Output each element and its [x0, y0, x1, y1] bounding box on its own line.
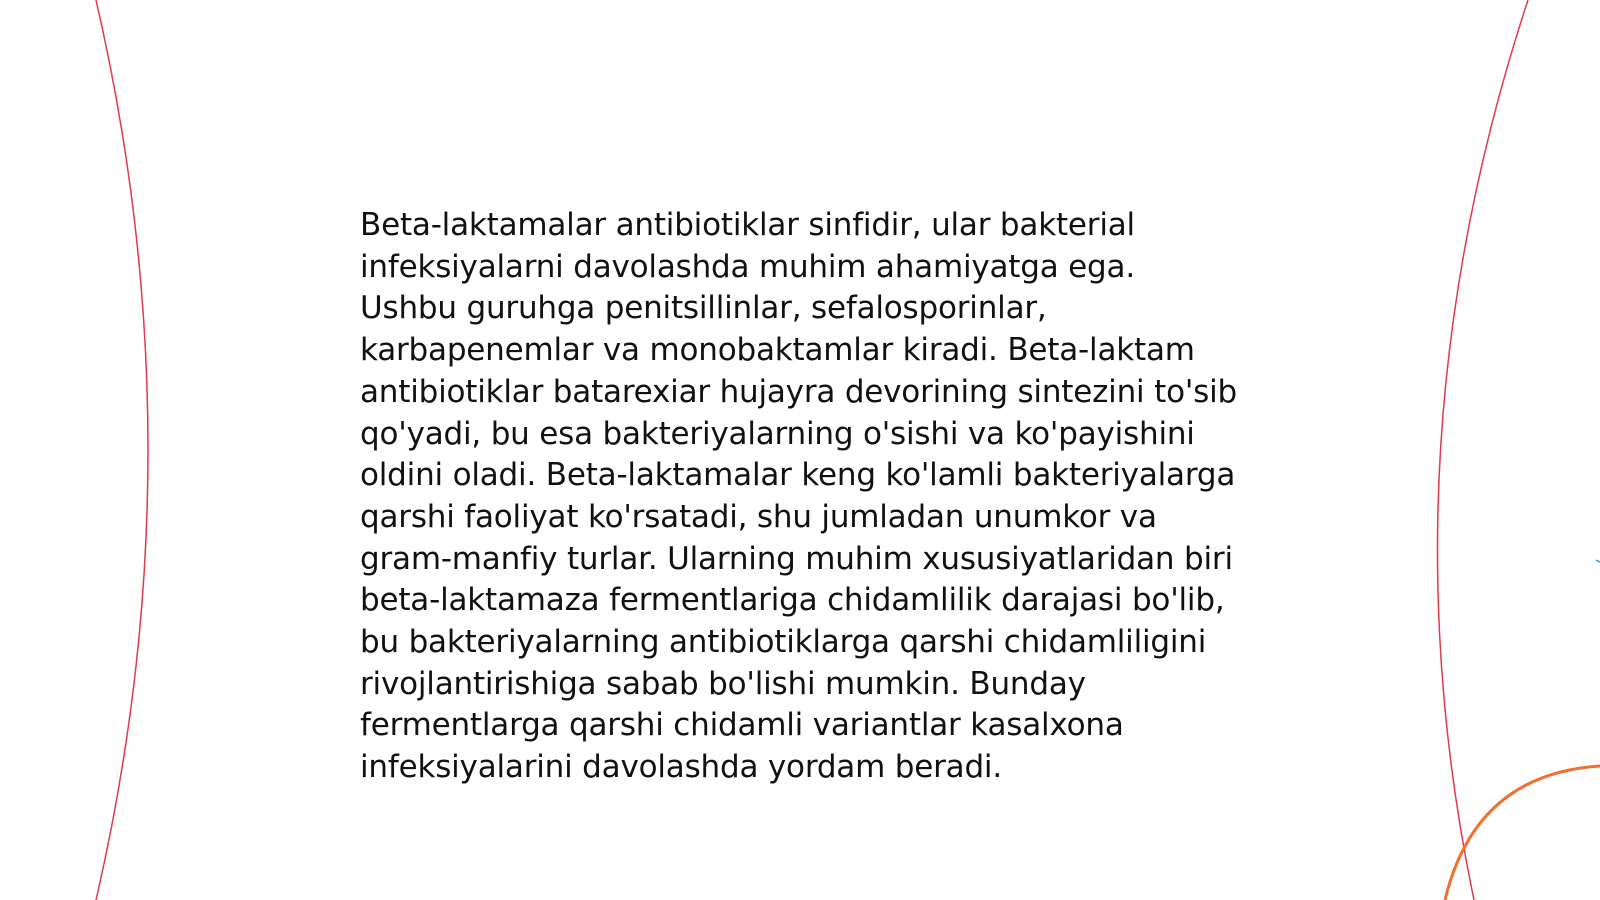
slide-paragraph: Beta-laktamalar antibiotiklar sinfidir, ular bakterial infeksiyalarni davolashda muhim ahamiyatga ega. Ushbu guruhga penitsillinlar, sefalosporinlar, karbapenemlar va monobaktamlar kiradi. Beta-laktam antibiotiklar batarexiar hujayra devorining sintezini to'sib qo'yadi, bu esa bakteriyalarning o'sishi va ko'payishini oldini oladi. Beta-laktamalar keng ko'lamli bakteriyalarga qarshi faoliyat ko'rsatadi, shu jumladan unumkor va gram-manfiy turlar. Ularning muhim xususiyatlaridan biri beta-laktamaza fermentlariga chidamlilik darajasi bo'lib, bu bakteriyalarning antibiotiklarga qarshi chidamliligini rivojlantirishiga sabab bo'lishi mumkin. Bunday fermentlarga qarshi chidamli variantlar kasalxona infeksiyalarini davolashda yordam beradi. [360, 207, 1237, 786]
right-edge-mark [1596, 560, 1600, 562]
orange-arc [1445, 766, 1600, 900]
left-arc [96, 0, 148, 900]
right-arc [1437, 0, 1528, 900]
